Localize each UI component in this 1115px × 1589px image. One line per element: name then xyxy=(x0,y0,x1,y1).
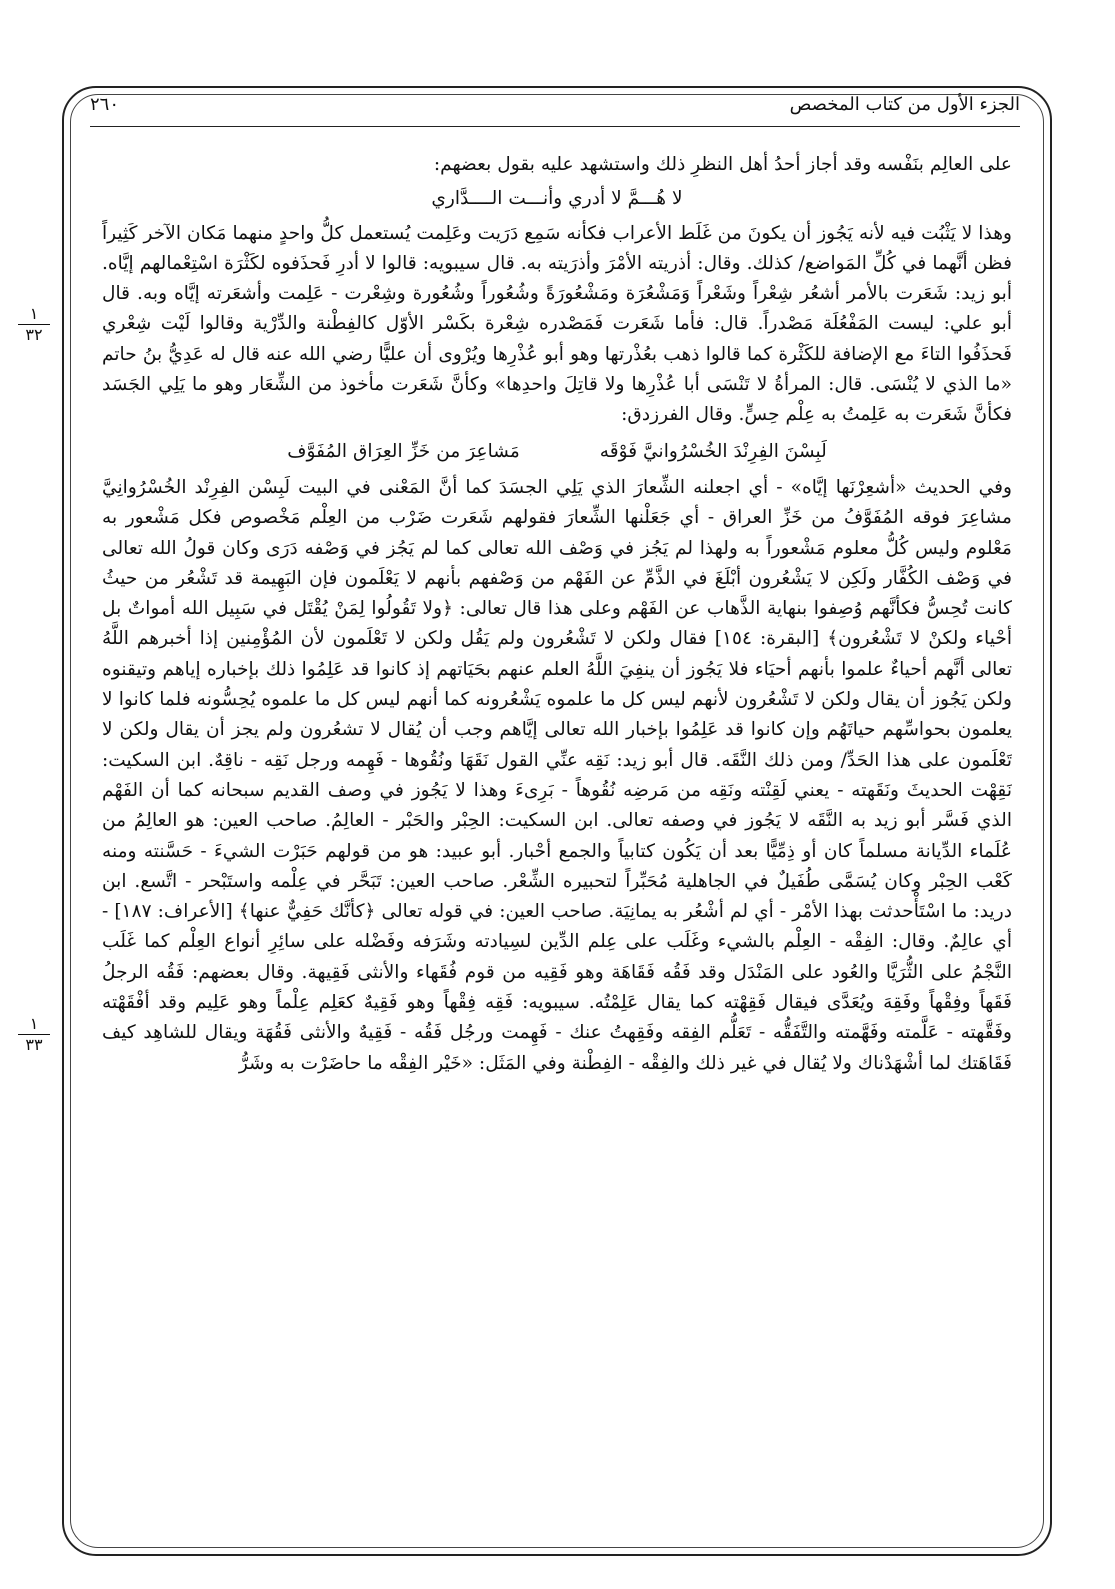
verse-quote: لا هُـــمَّ لا أدري وأنـــت الــــدَّاري xyxy=(431,188,683,210)
paragraph-intro: على العالِم بنَفْسه وقد أجاز أحدُ أهل النظرِ ذلك واستشهد عليه بقول بعضهم: xyxy=(433,154,1012,175)
main-text xyxy=(102,150,1012,1540)
page-number: ٢٦٠ xyxy=(90,94,120,115)
margin-ref-denominator: ٣٢ xyxy=(25,325,43,344)
header-divider xyxy=(90,126,1020,127)
running-header xyxy=(90,92,1020,124)
margin-ref-numerator: ١ xyxy=(18,1015,50,1035)
verse-first-hemistich: لَبِسْنَ الفِرِنْدَ الخُسْرُوانيَّ فَوْقَه xyxy=(599,440,827,462)
margin-page-reference xyxy=(18,305,50,344)
verse-second-hemistich: مَشاعِرَ من خَزِّ العِرَاق المُفَوَّف xyxy=(287,440,520,462)
verse-farazdaq xyxy=(102,437,1012,467)
margin-page-reference xyxy=(18,1015,50,1054)
book-title: الجزء الأول من كتاب المخصص xyxy=(789,94,1020,115)
paragraph-hadith: وفي الحديث «أشعِرْنَها إيَّاه» - أي اجعلنه الشِّعارَ الذي يَلِي الجسَدَ كما أنَّ المَعْنى في البيت لَبِسْن الفِرِنْد الخُسْرُوانِيَّ مشاعِرَ فوقه المُفَوَّفُ من خَزِّ العراق - أي جَعَلْنها الشِّعارَ فقولهم شَعَرت ضَرْب من العِلْم مَخْصوص فكل مَشْعور به مَعْلوم وليس كُلُّ معلوم مَشْعوراً به ولهذا لم يَجُز في وَصْف الله تعالى كما لم يَجُز في وَصْفه دَرَى وكان قولُ الله تعالى في وَصْف الكُفَّار ولَكِن لا يَشْعُرون أبْلَغَ في الذَّمِّ عن الفَهْم من وَصْفهم بأنهم لا يَعْلَمون فإن البَهِيمة قد تَشْعُر من حيثُ كانت تُحِسُّ فكأنَّهم وُصِفوا بنهاية الذَّهاب عن الفَهْم وعلى هذا قال تعالى: ﴿ولا تَقُولُوا لِمَنْ يُقْتَل في سَبِيل الله أمواتٌ بل أحْياء ولكنْ لا تَشْعُرون﴾ [البقرة: ١٥٤] فقال ولكن لا تَشْعُرون ولم يَقُل ولكن لا تَعْلَمون لأن المُؤْمِنين إذا أخبرهم اللَّهُ تعالى أنَّهم أحياءٌ علموا بأنهم أحيَاء فلا يَجُوز أن ينفِيَ اللَّهُ العلم عنهم بحَيَاتهم إذ كانوا قد عَلِمُوا ذلك بإخباره إياهم وتيقنوه ولكن يَجُوز أن يقال ولكن لا تَشْعُرون لأنهم ليس كل ما علموه يَشْعُرونه كما أنهم ليس كل ما علموه يُحِسُّونه فلما كانوا لا يعلمون بحواسِّهم حياتَهُم وإن كانوا قد عَلِمُوا بإخبار الله تعالى إيَّاهم وجب أن يُقال لا تشعُرون ولم يجز أن يقال ولكن لا تَعْلَمون على هذا الحَدِّ/ ومن ذلك النَّقَه. قال أبو زيد: نَقِه عنِّي القول نَقَهَا ونُقُوها - فَهِمه ورجل نَقِه - ناقِهٌ. ابن السكيت: نَقِهْت الحديثَ ونَقَهته - يعني لَقِنْته ونَقِه من مَرضِه نُقُوهاً - بَرِىءَ وهذا لا يَجُوز في وصف القديم سبحانه كما أن الفَهْم الذي فَسَّر أبو زيد به النَّقَه لا يَجُوز في وصفه تعالى. ابن السكيت: الحِبْر والحَبْر - العالِمُ. صاحب العين: هو العالِمُ من عُلَماء الدِّيانة مسلماً كان أو ذِمِّيًّا بعد أن يَكُون كتابياً والجمع أحْبار. أبو عبيد: هو من قولهم حَبَرْت الشيءَ - حَسَّنته ومنه كَعْب الحِبْر وكان يُسَمَّى طُفَيلٌ في الجاهلية مُحَبِّراً لتحبيره الشِّعْر. صاحب العين: تَبَحَّر في عِلْمه واستَبْحر - اتَّسع. ابن دريد: ما اسْتَأْحدثت بهذا الأمْر - أي لم أشْعُر به يمانِيَة. صاحب العين: في قوله تعالى ﴿كأنَّك حَفِيٌّ عنها﴾ [الأعراف: ١٨٧] - أي عالِمٌ. وقال: الفِقْه - العِلْم بالشيء وغَلَب على عِلم الدِّين لسِيادته وشَرَفه وفَضْله على سائِرِ أنواع العِلْم كما غَلَب النَّجْمُ على الثُّرَيَّا والعُود على المَنْدَل وقد فَقُه فَقَاهَة وهو فَقِيه من قوم فُقَهاء والأنثى فَقِيهة. وقال بعضهم: فَقُه الرجلُ فَقَهاً وفِقْهاً وفَقِهَ ويُعَدَّى فيقال فَقِهْته كما يقال عَلِمْتُه. سيبويه: فَقِه فِقْهاً وهو فَقِيهٌ كعَلِم عِلْماً وهو عَلِيم وقد أفْقَهْته وفَقَّهته - عَلَّمته وفَهَّمته والتَّفَقُّه - تَعَلُّم الفِقه وفَقِهتُ عنك - فَهِمت ورجُل فَقُه - فَقِيهٌ والأنثى فَقُهَة ويقال للشاهِد كيف فَقَاهَتك لما أشْهَدْناك ولا يُقال في غير ذلك والفِقْه - الفِطْنة وفي المَثَل: «خَيْر الفِقْه ما حاضَرْت به وشَرُّ xyxy=(102,476,1012,1074)
paragraph-shaart: وهذا لا يَثْبُت فيه لأنه يَجُوز أن يكونَ من غَلَط الأعراب فكأنه سَمِع دَرَيت وعَلِمت يُستعمل كلُّ واحدٍ منهما مَكان الآخر كَثِيراً فظن أنَّهما في كُلِّ المَواضع/ كذلك. وقال: أذريته الأمْرَ وأذرَيته به. قال سيبويه: قالوا لا أدرِ فَحذَفوه لكَثْرَة اسْتِعْمالهم إيَّاه. أبو زيد: شَعَرت بالأمر أشعُر شِعْراً وشَعْراً وَمَشْعُرَة ومَشْعُورَةً وشُعُوراً وشُعُورة وشِعْرت - عَلِمت وأشعَرته إيَّاه وبه. قال أبو علي: ليست المَفْعُلَة مَصْدراً. قال: فأما شَعَرت فَمَصْدره شِعْرة بكَسْر الأوّل كالفِطْنة والدِّرْية وقالوا لَيْت شِعْري فَحذَفُوا التاءَ مع الإضافة للكَثْرة كما قالوا ذهب بعُذْرتها وهو أبو عُذْرِها ويُرْوى أن عليًّا رضي الله عنه قال له عَدِيُّ بنُ حاتم «ما الذي لا يُنْسَى. قال: المرأةُ لا تَنْسَى أبا عُذْرِها ولا قاتِلَ واحدِها» وكأنَّ شَعَرت مأخوذ من الشِّعَار وهو ما يَلِي الجَسَد فكأنَّ شَعَرت به عَلِمتُ به عِلْم حِسٍّ. وقال الفرزدق: xyxy=(102,222,1012,426)
margin-ref-denominator: ٣٣ xyxy=(25,1035,43,1054)
margin-ref-numerator: ١ xyxy=(18,305,50,325)
